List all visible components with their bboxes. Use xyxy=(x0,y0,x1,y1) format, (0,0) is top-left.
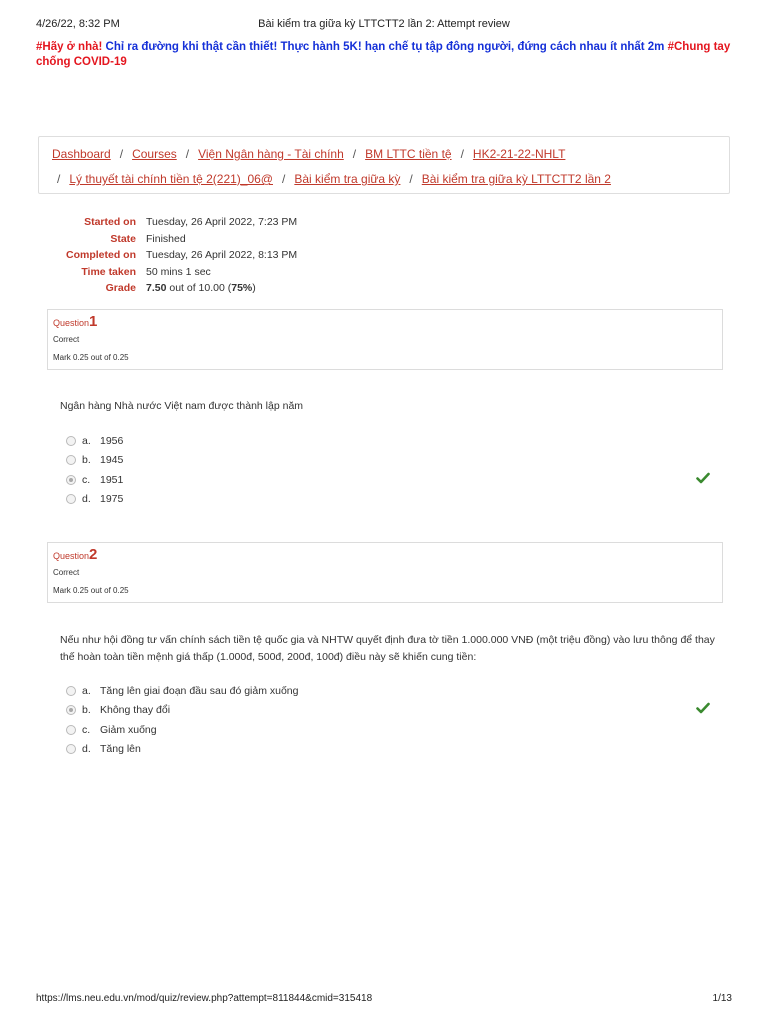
question-mark: Mark 0.25 out of 0.25 xyxy=(53,586,129,595)
radio-icon[interactable] xyxy=(66,725,76,735)
answer-option-selected[interactable] xyxy=(66,701,298,721)
question-mark: Mark 0.25 out of 0.25 xyxy=(53,353,129,362)
banner-hashtag-covid: #Chung tay chống COVID-19 xyxy=(36,41,731,68)
summary-label: State xyxy=(110,232,136,245)
print-title: Bài kiểm tra giữa kỳ LTTCTT2 lần 2: Attempt review xyxy=(258,18,510,30)
breadcrumb-courses[interactable]: Courses xyxy=(132,147,177,161)
radio-icon[interactable] xyxy=(66,686,76,696)
radio-icon[interactable] xyxy=(66,744,76,754)
grade-out-of: out of 10.00 ( xyxy=(166,282,232,295)
breadcrumb-institute[interactable]: Viện Ngân hàng - Tài chính xyxy=(198,147,344,161)
question-state: Correct xyxy=(53,335,80,344)
radio-icon[interactable] xyxy=(66,436,76,446)
banner-hashtag-stay-home: #Hãy ở nhà! xyxy=(36,41,103,53)
breadcrumb xyxy=(38,136,730,194)
summary-value xyxy=(146,282,256,294)
answer-option[interactable] xyxy=(66,720,298,740)
breadcrumb-quiz[interactable]: Bài kiểm tra giữa kỳ LTTCTT2 lần 2 xyxy=(421,172,611,186)
radio-icon[interactable] xyxy=(66,475,76,485)
answer-list-2 xyxy=(66,681,298,759)
answer-option[interactable] xyxy=(66,740,298,760)
question-info-1 xyxy=(47,309,723,370)
print-datetime: 4/26/22, 8:32 PM xyxy=(36,18,120,30)
question-label: Question xyxy=(53,318,90,328)
breadcrumb-separator: / xyxy=(119,147,124,161)
answer-text: Không thay đổi xyxy=(100,704,171,717)
summary-label: Started on xyxy=(84,216,136,229)
breadcrumb-quiz-section[interactable]: Bài kiểm tra giữa kỳ xyxy=(294,172,401,186)
answer-text: Tăng lên giai đoạn đầu sau đó giảm xuống xyxy=(100,684,299,697)
answer-text: 1975 xyxy=(100,493,124,506)
covid-banner xyxy=(36,40,732,70)
answer-letter: d. xyxy=(82,743,91,756)
breadcrumb-separator: / xyxy=(282,172,286,186)
summary-started-on xyxy=(50,214,297,231)
breadcrumb-separator: / xyxy=(352,147,357,161)
answer-letter: a. xyxy=(82,684,91,697)
summary-value: Finished xyxy=(146,232,186,245)
print-header xyxy=(36,18,732,32)
summary-value: 50 mins 1 sec xyxy=(146,265,211,278)
breadcrumb-row-2 xyxy=(57,172,611,186)
grade-close: ) xyxy=(252,282,256,295)
question-num: 2 xyxy=(89,546,98,563)
summary-grade xyxy=(50,280,297,297)
summary-time-taken xyxy=(50,264,297,281)
breadcrumb-semester[interactable]: HK2-21-22-NHLT xyxy=(472,147,566,161)
answer-option[interactable] xyxy=(66,431,123,451)
breadcrumb-department[interactable]: BM LTTC tiền tệ xyxy=(365,147,452,161)
answer-letter: d. xyxy=(82,493,91,506)
answer-text: Tăng lên xyxy=(100,743,141,756)
print-page-number: 1/13 xyxy=(712,993,732,1004)
summary-completed-on xyxy=(50,247,297,264)
answer-list-1 xyxy=(66,431,123,509)
answer-text: Giảm xuống xyxy=(100,723,157,736)
answer-option[interactable] xyxy=(66,490,123,510)
radio-icon[interactable] xyxy=(66,705,76,715)
radio-icon[interactable] xyxy=(66,455,76,465)
answer-letter: c. xyxy=(82,473,91,486)
attempt-summary xyxy=(50,214,297,297)
answer-text: 1945 xyxy=(100,454,124,467)
summary-label: Grade xyxy=(105,282,136,295)
breadcrumb-row-1 xyxy=(52,147,565,161)
grade-percent: 75% xyxy=(231,282,253,295)
breadcrumb-separator: / xyxy=(409,172,413,186)
breadcrumb-separator: / xyxy=(185,147,190,161)
question-label: Question xyxy=(53,551,90,561)
question-num: 1 xyxy=(89,313,98,330)
check-icon xyxy=(696,472,710,484)
banner-message: Chỉ ra đường khi thật cần thiết! Thực hành 5K! hạn chế tụ tập đông người, đứng cách nhau ít nhất 2m xyxy=(102,41,668,53)
summary-label: Time taken xyxy=(81,265,136,278)
answer-option[interactable] xyxy=(66,451,123,471)
answer-text: 1956 xyxy=(100,434,124,447)
grade-score: 7.50 xyxy=(146,282,167,295)
answer-text: 1951 xyxy=(100,473,124,486)
summary-state xyxy=(50,231,297,248)
answer-option[interactable] xyxy=(66,681,298,701)
breadcrumb-separator: / xyxy=(460,147,464,161)
answer-option-selected[interactable] xyxy=(66,470,123,490)
radio-icon[interactable] xyxy=(66,494,76,504)
question-info-2 xyxy=(47,542,723,603)
summary-value: Tuesday, 26 April 2022, 8:13 PM xyxy=(146,249,298,262)
summary-value: Tuesday, 26 April 2022, 7:23 PM xyxy=(146,216,298,229)
question-number xyxy=(53,313,97,330)
breadcrumb-separator: / xyxy=(57,172,61,186)
check-icon xyxy=(696,702,710,714)
question-text-1: Ngân hàng Nhà nước Việt nam được thành lập năm xyxy=(60,400,304,412)
answer-letter: b. xyxy=(82,454,91,467)
answer-letter: b. xyxy=(82,704,91,717)
answer-letter: a. xyxy=(82,434,91,447)
question-number xyxy=(53,546,97,563)
print-url: https://lms.neu.edu.vn/mod/quiz/review.php?attempt=811844&cmid=315418 xyxy=(36,993,373,1004)
answer-letter: c. xyxy=(82,723,91,736)
summary-label: Completed on xyxy=(66,249,136,262)
question-text-2: Nếu như hội đồng tư vấn chính sách tiền tệ quốc gia và NHTW quyết định đưa tờ tiền 1.000.000 VNĐ (một triệu đồng) vào lưu thông để thay thế hoàn toàn tiền mệnh giá thấp (1.000đ, 500đ, 200đ, 100đ) điều này sẽ khiến cung tiền: xyxy=(60,634,715,663)
question-state: Correct xyxy=(53,568,80,577)
breadcrumb-dashboard[interactable]: Dashboard xyxy=(52,147,111,161)
breadcrumb-course[interactable]: Lý thuyết tài chính tiền tệ 2(221)_06@ xyxy=(69,172,273,186)
